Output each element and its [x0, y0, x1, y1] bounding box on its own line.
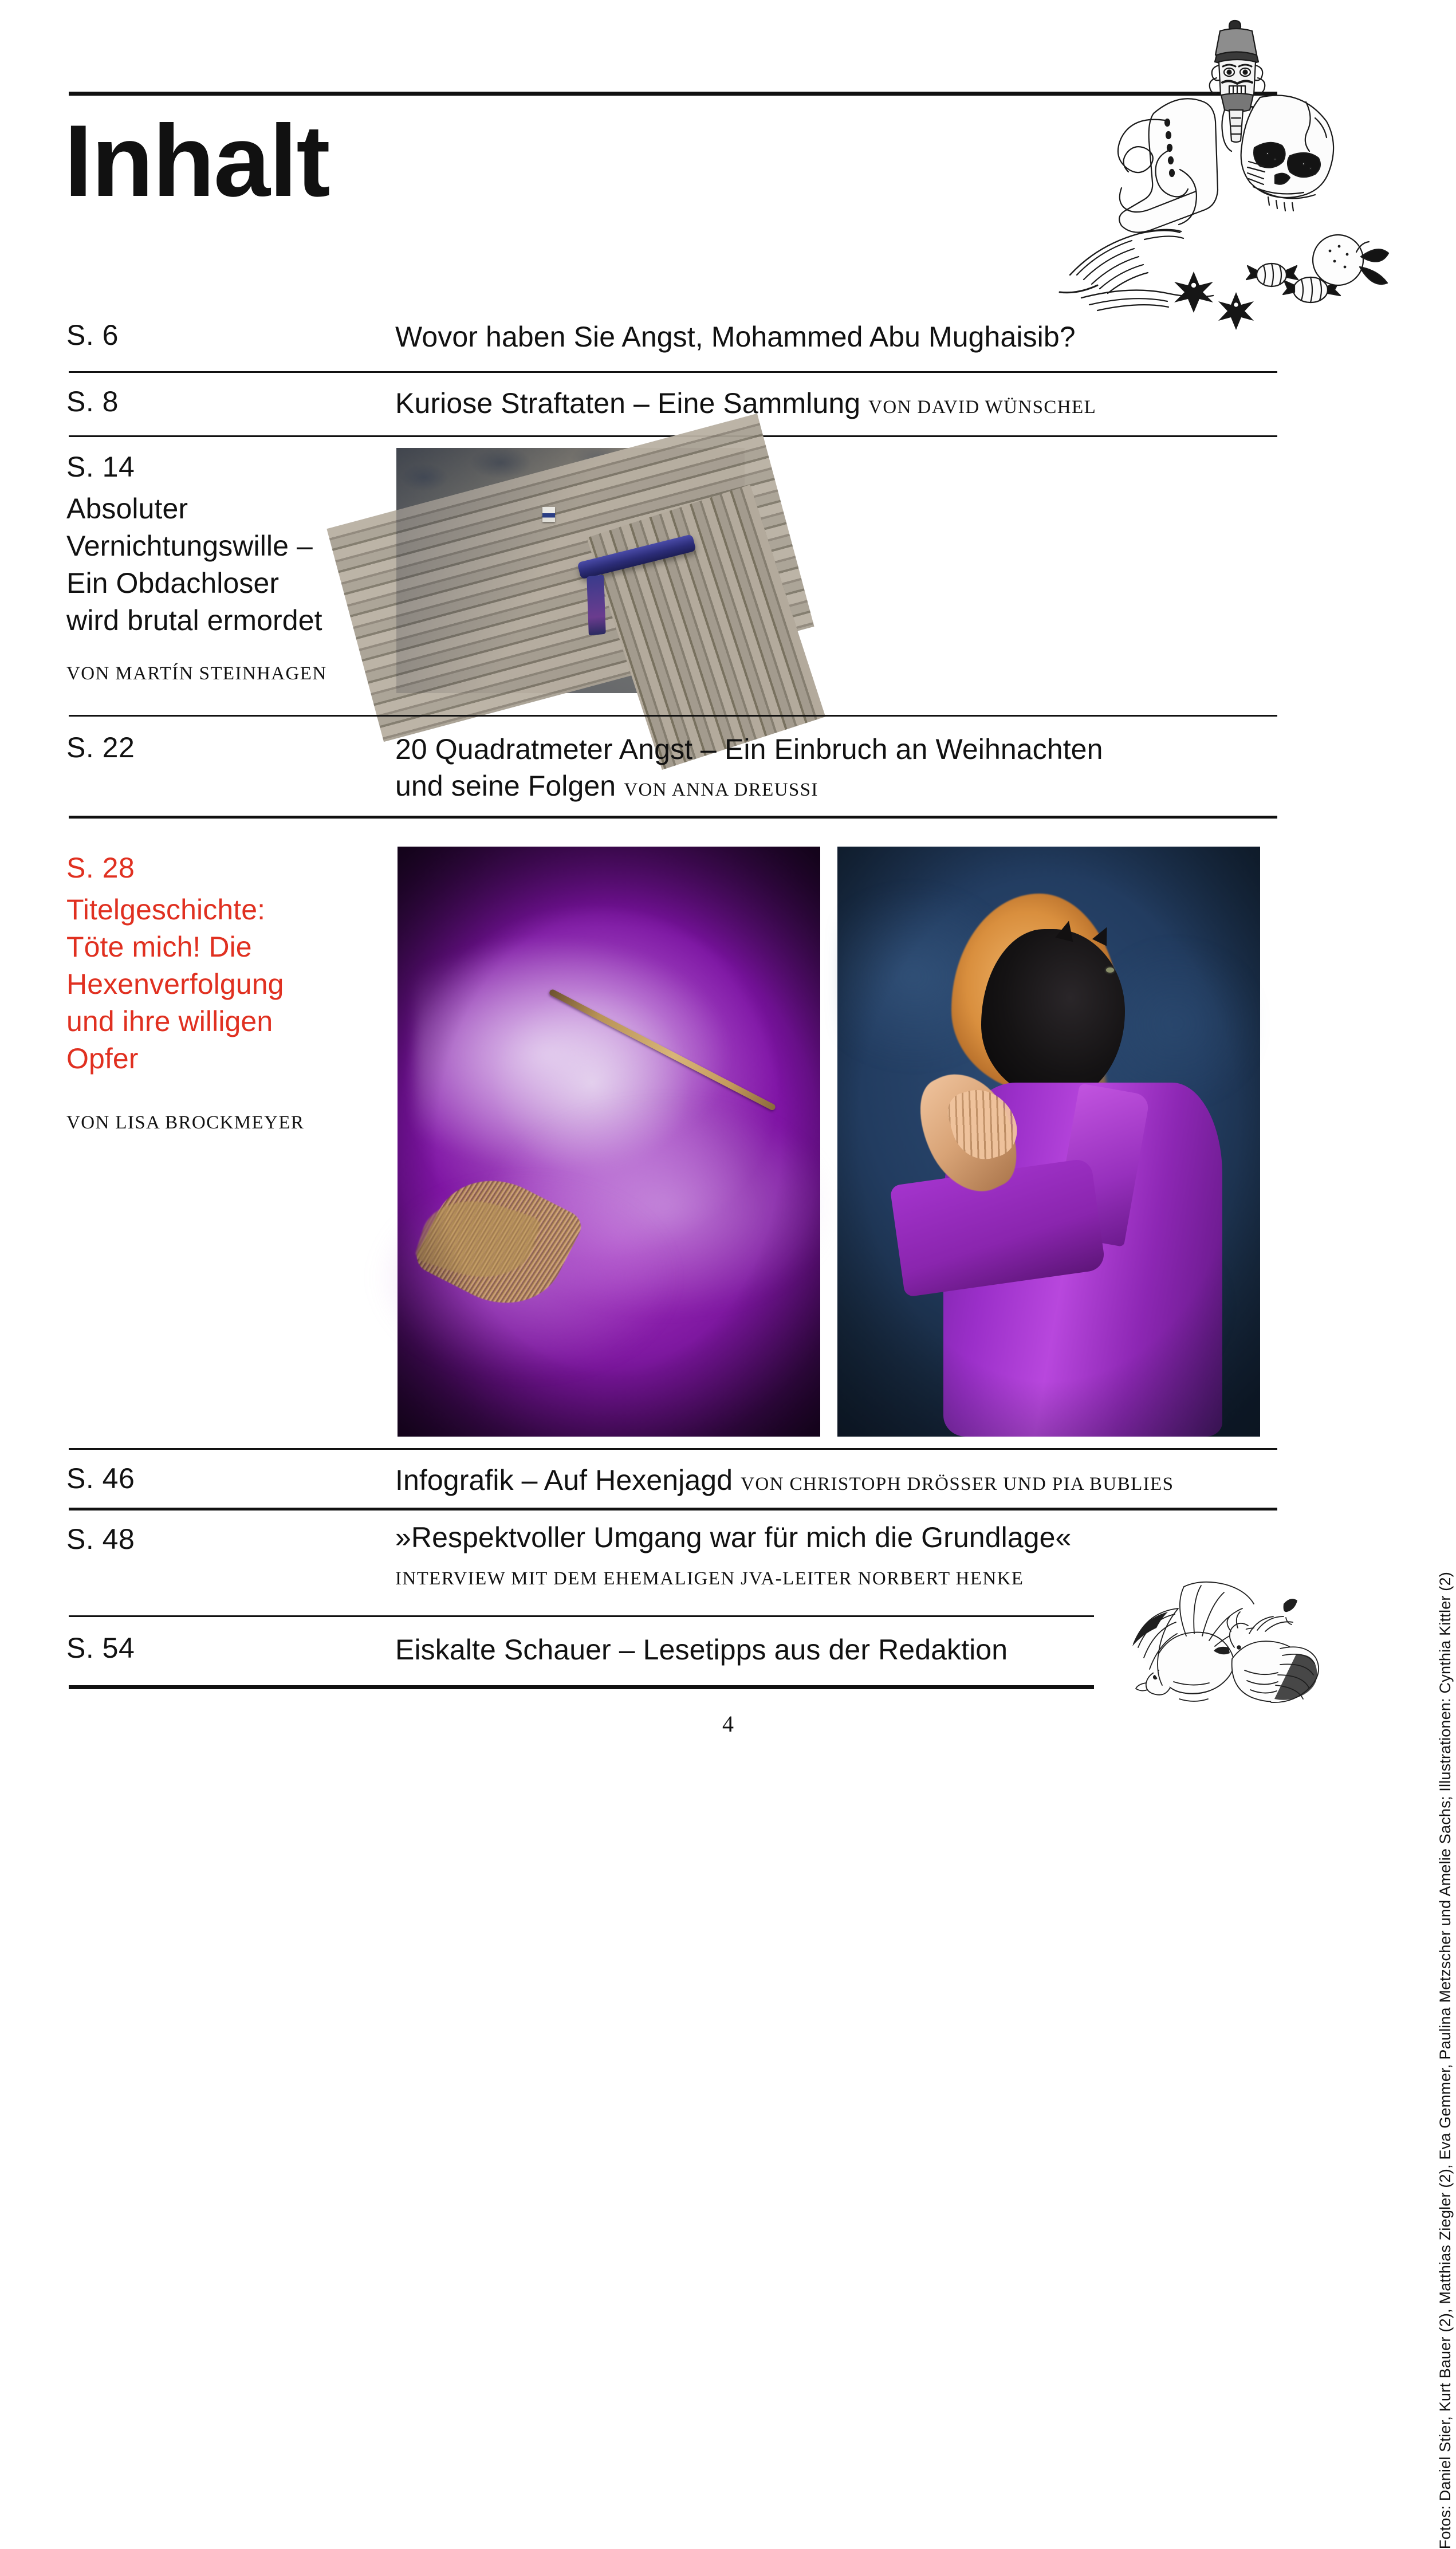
- entry-title-22[interactable]: [395, 731, 1266, 804]
- entry-title-22-line2: [395, 768, 1266, 804]
- photo-credits: Fotos: Daniel Stier, Kurt Bauer (2), Matthias Ziegler (2), Eva Gemmer, Paulina Metzscher und Amelie Sachs; Illustrationen: Cynthia Kittler (2): [1437, 1572, 1454, 2549]
- entry-title-28-line3: Hexenverfolgung: [66, 968, 284, 1000]
- entry-byline-46: VON CHRISTOPH DRÖSSER UND PIA BUBLIES: [741, 1474, 1174, 1494]
- rule-before-feature: [69, 816, 1277, 819]
- entry-byline-28: VON LISA BROCKMEYER: [66, 1112, 305, 1133]
- entry-title-28-line4: und ihre willigen: [66, 1005, 273, 1037]
- rule-after-entry-48: [69, 1615, 1094, 1617]
- entry-title-28-line1: Titelgeschichte:: [66, 894, 266, 926]
- folio-page-number: 4: [722, 1711, 734, 1737]
- entry-title-8[interactable]: [395, 385, 1266, 422]
- photo-vignette: [837, 847, 1260, 1437]
- entry-page-ref-14[interactable]: S. 14: [66, 451, 135, 483]
- witch-broom-photo: [398, 847, 820, 1437]
- entry-title-14-line3: Ein Obdachloser: [66, 567, 280, 599]
- entry-title-14-line1: Absoluter: [66, 493, 188, 525]
- rule-after-entry-14: [69, 715, 1277, 717]
- entry-byline-48: INTERVIEW MIT DEM EHEMALIGEN JVA-LEITER NORBERT HENKE: [395, 1568, 1024, 1589]
- entry-title-14-line2: Vernichtungswille –: [66, 530, 313, 562]
- woman-with-cat-photo: [837, 847, 1260, 1437]
- entry-title-6[interactable]: Wovor haben Sie Angst, Mohammed Abu Mughaisib?: [395, 321, 1076, 353]
- rule-after-feature: [69, 1448, 1277, 1450]
- entry-title-28[interactable]: [66, 891, 387, 1077]
- rule-after-entry-6: [69, 371, 1277, 373]
- page-title: Inhalt: [64, 104, 329, 218]
- rule-after-entry-46: [69, 1508, 1277, 1510]
- entry-page-ref-46[interactable]: S. 46: [66, 1462, 135, 1494]
- photo-vignette: [398, 847, 820, 1437]
- entry-title-48[interactable]: »Respektvoller Umgang war für mich die Grundlage«: [395, 1521, 1072, 1553]
- entry-title-8-text: Kuriose Straftaten – Eine Sammlung: [395, 387, 861, 419]
- entry-title-54[interactable]: Eiskalte Schauer – Lesetipps aus der Redaktion: [395, 1634, 1008, 1666]
- entry-byline-22: VON ANNA DREUSSI: [624, 780, 818, 800]
- entry-page-ref-54[interactable]: S. 54: [66, 1632, 135, 1664]
- entry-page-ref-8[interactable]: S. 8: [66, 386, 119, 418]
- nutcracker-skull-illustration: [1047, 6, 1391, 318]
- entry-title-28-line2: Töte mich! Die: [66, 931, 252, 963]
- entry-title-46[interactable]: [395, 1462, 1289, 1498]
- photo-shadow-overlay: [396, 448, 745, 693]
- entry-byline-8: VON DAVID WÜNSCHEL: [868, 397, 1097, 418]
- entry-page-ref-6[interactable]: S. 6: [66, 319, 119, 351]
- park-bench-photo: [396, 448, 745, 693]
- rule-bottom: [69, 1685, 1094, 1689]
- entry-title-28-line5: Opfer: [66, 1043, 139, 1075]
- entry-title-22-line2-text: und seine Folgen: [395, 770, 616, 802]
- entry-byline-14: VON MARTÍN STEINHAGEN: [66, 663, 327, 684]
- entry-title-46-text: Infografik – Auf Hexenjagd: [395, 1464, 733, 1496]
- entry-page-ref-22[interactable]: S. 22: [66, 731, 135, 764]
- entry-page-ref-28[interactable]: S. 28: [66, 852, 135, 884]
- entry-title-14-line4: wird brutal ermordet: [66, 604, 322, 636]
- entry-title-22-line1: 20 Quadratmeter Angst – Ein Einbruch an Weihnachten: [395, 733, 1103, 765]
- entry-page-ref-48[interactable]: S. 48: [66, 1523, 135, 1555]
